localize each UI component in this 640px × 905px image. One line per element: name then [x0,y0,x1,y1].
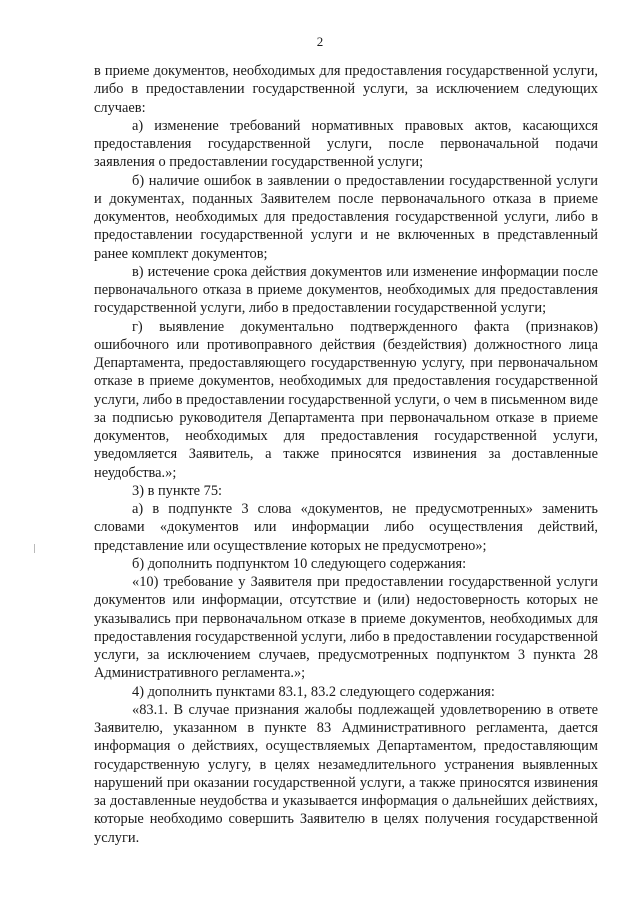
paragraph-sub-a: а) в подпункте 3 слова «документов, не предусмотренных» заменить словами «документов или информации либо осуществления действий, представление или осуществление которых не предусмотрено»; [94,501,598,554]
paragraph-83-1: «83.1. В случае признания жалобы подлежащей удовлетворению в ответе Заявителю, указанном в пункте 83 Административного регламента, дается информация о действиях, осуществляемых Департаментом, предоставляющим государственную услугу, в целях незамедлительного устранения выявленных нарушений при оказании государственной услуги, а также приносятся извинения за доставленные неудобства и указывается информация о дальнейших действиях, которые необходимо совершить Заявителю в целях получения государственной услуги. [94,701,598,846]
paragraph-point-3: 3) в пункте 75: [132,482,223,499]
paragraph-sub-b: б) дополнить подпунктом 10 следующего содержания: [132,555,467,572]
document-body [94,62,598,847]
paragraph-item-g: г) выявление документально подтвержденного факта (признаков) ошибочного или противоправного действия (бездействия) должностного лица Департамента, предоставляющего государственную услугу, при первоначальном отказе в приеме документов, необходимых для предоставления государственной услуги, либо в предоставлении государственной услуги, о чем в письменном виде за подписью руководителя Департамента при первоначальном отказе в приеме документов, необходимых для предоставления государственной услуги, уведомляется Заявитель, а также приносятся извинения за доставленные неудобства.»; [94,318,598,481]
paragraph-item-v: в) истечение срока действия документов или изменение информации после первоначального отказа в приеме документов, необходимых для предоставления государственной услуги, либо в предоставлении государственной услуги; [94,263,598,317]
paragraph-continuation: в приеме документов, необходимых для предоставления государственной услуги, либо в предоставлении государственной услуги, за исключением следующих случаев: [94,63,598,116]
margin-mark [34,544,35,553]
paragraph-item-b: б) наличие ошибок в заявлении о предоставлении государственной услуги и документах, поданных Заявителем после первоначального отказа в приеме документов, необходимых для предоставления государственной услуги, либо в предоставлении государственной услуги и не включенных в представленный ранее комплект документов; [94,172,598,262]
paragraph-item-a: а) изменение требований нормативных правовых актов, касающихся предоставления государственной услуги, после первоначальной подачи заявления о предоставлении государственной услуги; [94,117,598,171]
page-number: 2 [316,34,324,49]
paragraph-subpoint-10: «10) требование у Заявителя при предоставлении государственной услуги документов или информации, отсутствие и (или) недостоверность которых не указывались при первоначальном отказе в приеме документов, необходимых для предоставления государственной услуги, либо в предоставлении государственной услуги, за исключением случаев, предусмотренных подпунктом 3 пункта 28 Административного регламента.»; [94,574,598,682]
paragraph-point-4: 4) дополнить пунктами 83.1, 83.2 следующего содержания: [132,683,495,700]
